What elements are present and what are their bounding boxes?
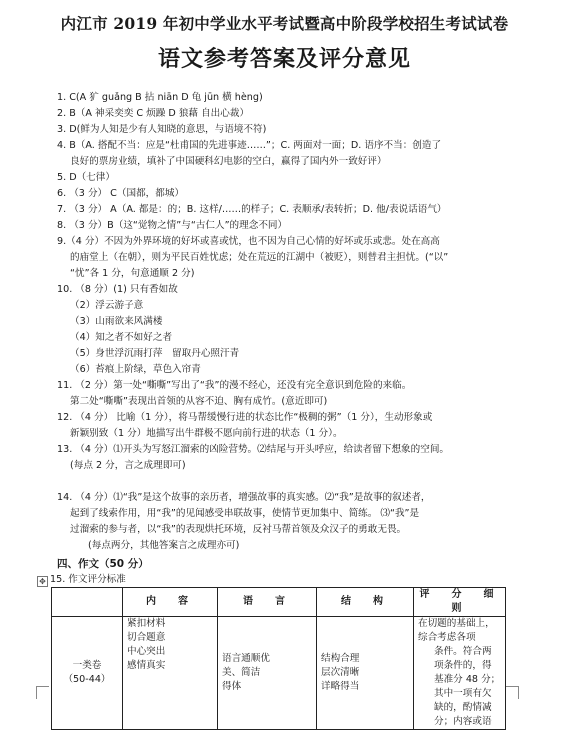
- document-title: 内江市 2019 年初中学业水平考试暨高中阶段学校招生考试试卷: [60, 14, 509, 33]
- cell-line: 结构合理: [321, 653, 360, 664]
- answer-line: 2. B（A 神采奕奕 C 烦躁 D 狼藉 自出心裁）: [57, 108, 250, 119]
- crop-mark: [36, 686, 49, 699]
- answer-line: 4. B（A. 搭配不当：应是“杜甫国的先进事迹……”；C. 两面对一面；D. 语序不当：创造了: [57, 140, 442, 151]
- table-header: 评 分 细 则: [414, 588, 506, 617]
- table-row: [52, 617, 506, 730]
- answer-line: 14. （4 分）⑴“我”是这个故事的亲历者，增强故事的真实感。⑵“我”是故事的叙述者，: [57, 492, 431, 503]
- answer-line: 10. （8 分）(1) 只有香如故: [57, 284, 178, 295]
- answer-line: （6）苔痕上阶绿，草色入帘青: [70, 364, 201, 375]
- answer-line: (每点 2 分，言之成理即可): [70, 460, 186, 471]
- cell-line: 基准分 48 分；其中一项有欠: [434, 674, 501, 699]
- language-cell: [218, 617, 317, 730]
- cell-line: 缺的，酌情减分；内容或语: [434, 702, 492, 727]
- structure-cell: [317, 617, 414, 730]
- answer-line: (每点两分，其他答案言之成理亦可): [88, 540, 240, 551]
- answer-line: 13. （4 分）⑴开头为写怒江溜索的凶险营势。⑵结尾与开头呼应，给读者留下想象的空间。: [57, 444, 450, 455]
- cell-line: 语言通顺优: [222, 653, 270, 664]
- answer-line: 过溜索的参与者，以“我”的表现烘托环境，反衬马帮首领及众汉子的勇敢无畏。: [70, 524, 407, 535]
- answer-line: （4）知之者不如好之者: [70, 332, 173, 343]
- table-move-handle-icon[interactable]: ✥: [37, 576, 48, 587]
- section-heading: 四、作文（50 分）: [57, 558, 149, 570]
- content-cell: [123, 617, 218, 730]
- answer-line: 9.（4 分）不因为外界环境的好坏或喜或忧，也不因为自己心情的好坏或乐或悲。处在高高: [57, 236, 440, 247]
- answer-line: 7. （3 分） A（A. 都是：的；B. 这样/……的样子；C. 表顺承/表转折；D. 他/表说话语气）: [57, 204, 447, 215]
- table-header: [52, 588, 123, 617]
- cell-line: 感情真实: [127, 660, 166, 671]
- rules-cell: [414, 617, 506, 730]
- scoring-table: [51, 587, 516, 730]
- cell-line: 中心突出: [127, 646, 166, 657]
- answer-line: 的庙堂上（在朝），则为平民百姓忧虑；处在荒远的江湖中（被贬），则替君主担忧。(“以”: [70, 252, 449, 263]
- cell-line: 详略得当: [321, 681, 360, 692]
- answer-line: 8. （3 分）B（这“觉物之情”与“古仁人”的理念不同）: [57, 220, 288, 231]
- answer-line: 新颖别致（1 分）地描写出牛群极不愿向前行进的状态（1 分）。: [70, 428, 343, 439]
- cell-line: 美、简洁: [222, 667, 261, 678]
- answer-line: 起到了线索作用，用“我”的见闻感受串联故事，使情节更加集中、简练。 ⑶“我”是: [70, 508, 420, 519]
- answer-line: 12. （4 分） 比喻（1 分），将马帮缓慢行进的状态比作“极稠的粥”（1 分），生动形象或: [57, 412, 433, 423]
- answer-line: 11. （2 分）第一处“嘶嘶”写出了“我”的漫不经心，还没有完全意识到危险的来临。: [57, 380, 412, 391]
- grade-range: （50-44）: [63, 674, 111, 685]
- cell-line: 得体: [222, 681, 242, 692]
- answer-line: （5）身世浮沉雨打萍 留取丹心照汗青: [70, 348, 240, 359]
- grade-cell: [52, 617, 123, 730]
- grade-category: 一类卷: [72, 660, 102, 671]
- cell-line: 切合题意: [127, 632, 166, 643]
- answer-line: 5. D（七律）: [57, 172, 115, 183]
- answer-line: “忧”各 1 分，句意通顺 2 分): [70, 268, 195, 279]
- answer-line: （2）浮云游子意: [70, 300, 144, 311]
- answer-line: 第二处“嘶嘶”表现出首领的从容不迫、胸有成竹。(意近即可): [70, 396, 328, 407]
- cell-line: 条件。符合两项条件的，得: [434, 646, 492, 671]
- cell-line: 层次清晰: [321, 667, 360, 678]
- answer-line: 1. C(A 犷 guǎng B 拈 niān D 龟 jūn 横 hèng): [57, 92, 263, 103]
- answer-line: 3. D(鲜为人知是少有人知晓的意思，与语境不符): [57, 124, 267, 135]
- answer-line: 15. 作文评分标准: [50, 574, 126, 585]
- answer-line: 良好的票房业绩，填补了中国硬科幻电影的空白，赢得了国内外一致好评）: [70, 156, 387, 167]
- table-header: 结 构: [317, 588, 414, 617]
- document-subtitle: 语文参考答案及评分意见: [157, 46, 411, 72]
- table-header-row: [52, 588, 506, 617]
- answer-line: 6. （3 分） C（国都，都城）: [57, 188, 185, 199]
- cell-line: 紧扣材料: [127, 618, 166, 629]
- crop-mark: [506, 686, 519, 699]
- table-header: 语 言: [218, 588, 317, 617]
- answer-line: （3）山雨欲来风满楼: [70, 316, 163, 327]
- cell-line: 在切题的基础上，综合考虑各项: [418, 618, 495, 643]
- table-header: 内 容: [123, 588, 218, 617]
